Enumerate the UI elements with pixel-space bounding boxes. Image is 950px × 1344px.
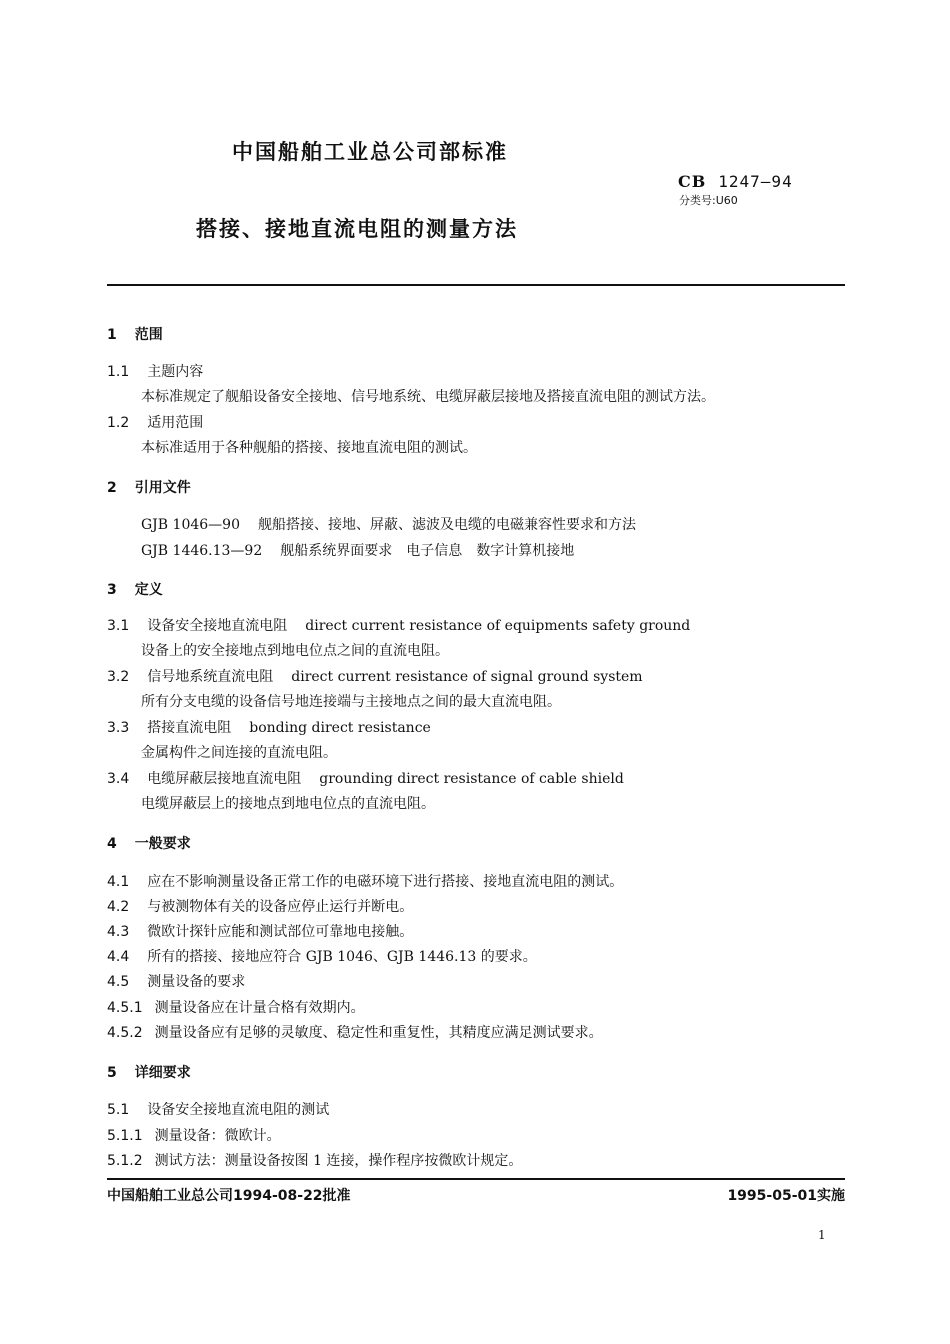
section-4-heading xyxy=(107,833,191,853)
clause-number: 3.3 xyxy=(107,720,130,736)
standard-prefix: CB xyxy=(678,172,707,191)
clause-4-2 xyxy=(107,896,413,916)
clause-3-1-body: 设备上的安全接地点到地电位点之间的直流电阻。 xyxy=(141,643,449,659)
clause-text: 应在不影响测量设备正常工作的电磁环境下进行搭接、接地直流电阻的测试。 xyxy=(147,874,624,890)
clause-number: 3.1 xyxy=(107,618,130,634)
page-number: 1 xyxy=(818,1228,826,1242)
section-title: 详细要求 xyxy=(134,1065,191,1081)
clause-title: 主题内容 xyxy=(147,364,204,380)
header-divider xyxy=(107,284,845,286)
reference-item xyxy=(141,514,636,534)
clause-number: 4.5.2 xyxy=(107,1025,143,1041)
section-title: 定义 xyxy=(134,582,163,598)
clause-4-5-1 xyxy=(107,997,365,1017)
clause-number: 4.5 xyxy=(107,974,130,990)
clause-english-term: direct current resistance of signal ground system xyxy=(291,669,643,685)
clause-text: 测量设备的要求 xyxy=(147,974,246,990)
section-number: 3 xyxy=(107,582,117,598)
clause-title: 设备安全接地直流电阻 xyxy=(147,618,288,634)
reference-title: 舰船搭接、接地、屏蔽、滤波及电缆的电磁兼容性要求和方法 xyxy=(257,517,636,533)
clause-number: 4.3 xyxy=(107,924,130,940)
section-5-heading xyxy=(107,1062,191,1082)
section-3-heading xyxy=(107,579,163,599)
clause-number: 5.1 xyxy=(107,1102,130,1118)
classification-number: 分类号:U60 xyxy=(679,194,738,207)
section-title: 引用文件 xyxy=(134,480,191,496)
clause-text: 测试方法：测量设备按图 1 连接，操作程序按微欧计规定。 xyxy=(154,1153,523,1169)
reference-code: GJB 1446.13—92 xyxy=(141,543,263,559)
clause-title: 电缆屏蔽层接地直流电阻 xyxy=(147,771,302,787)
clause-number: 4.4 xyxy=(107,949,130,965)
clause-number: 5.1.1 xyxy=(107,1128,143,1144)
clause-text: 设备安全接地直流电阻的测试 xyxy=(147,1102,330,1118)
clause-text: 测量设备：微欧计。 xyxy=(154,1128,281,1144)
clause-4-4 xyxy=(107,946,537,966)
issuer-title: 中国船舶工业总公司部标准 xyxy=(232,140,508,164)
section-number: 4 xyxy=(107,836,117,852)
clause-number: 3.2 xyxy=(107,669,130,685)
clause-number: 4.2 xyxy=(107,899,130,915)
clause-3-3-body: 金属构件之间连接的直流电阻。 xyxy=(141,745,337,761)
clause-4-1 xyxy=(107,871,623,891)
clause-4-3 xyxy=(107,921,413,941)
clause-3-3 xyxy=(107,717,431,737)
clause-number: 4.5.1 xyxy=(107,1000,143,1016)
clause-1-1-body: 本标准规定了舰船设备安全接地、信号地系统、电缆屏蔽层接地及搭接直流电阻的测试方法。 xyxy=(141,389,715,405)
clause-english-term: grounding direct resistance of cable shield xyxy=(319,771,624,787)
clause-text: 微欧计探针应能和测试部位可靠地电接触。 xyxy=(147,924,414,940)
section-number: 2 xyxy=(107,480,117,496)
clause-3-2-body: 所有分支电缆的设备信号地连接端与主接地点之间的最大直流电阻。 xyxy=(141,694,561,710)
section-number: 1 xyxy=(107,327,117,343)
clause-1-2-body: 本标准适用于各种舰船的搭接、接地直流电阻的测试。 xyxy=(141,440,477,456)
clause-text: 测量设备应在计量合格有效期内。 xyxy=(154,1000,365,1016)
clause-3-2 xyxy=(107,666,643,686)
section-title: 范围 xyxy=(134,327,163,343)
clause-title: 适用范围 xyxy=(147,415,204,431)
clause-1-1 xyxy=(107,361,203,381)
clause-3-1 xyxy=(107,615,690,635)
approval-date: 中国船舶工业总公司1994-08-22批准 xyxy=(107,1188,351,1204)
standard-number: 1247—94 xyxy=(718,172,793,191)
document-title: 搭接、接地直流电阻的测量方法 xyxy=(196,217,518,241)
reference-item xyxy=(141,540,574,560)
clause-text: 与被测物体有关的设备应停止运行并断电。 xyxy=(147,899,414,915)
clause-4-5 xyxy=(107,971,245,991)
clause-1-2 xyxy=(107,412,203,432)
footer-divider xyxy=(107,1178,845,1180)
clause-number: 1.2 xyxy=(107,415,130,431)
section-title: 一般要求 xyxy=(134,836,191,852)
clause-3-4 xyxy=(107,768,624,788)
clause-title: 搭接直流电阻 xyxy=(147,720,232,736)
clause-text: 所有的搭接、接地应符合 GJB 1046、GJB 1446.13 的要求。 xyxy=(147,949,537,965)
clause-text: 测量设备应有足够的灵敏度、稳定性和重复性，其精度应满足测试要求。 xyxy=(154,1025,603,1041)
clause-number: 3.4 xyxy=(107,771,130,787)
clause-number: 1.1 xyxy=(107,364,130,380)
clause-3-4-body: 电缆屏蔽层上的接地点到地电位点的直流电阻。 xyxy=(141,796,435,812)
reference-code: GJB 1046—90 xyxy=(141,517,240,533)
section-number: 5 xyxy=(107,1065,117,1081)
implementation-date: 1995-05-01实施 xyxy=(727,1188,845,1204)
clause-5-1-1 xyxy=(107,1125,281,1145)
clause-title: 信号地系统直流电阻 xyxy=(147,669,274,685)
reference-title: 舰船系统界面要求 电子信息 数字计算机接地 xyxy=(280,543,575,559)
standard-code xyxy=(678,172,793,191)
section-1-heading xyxy=(107,324,163,344)
section-2-heading xyxy=(107,477,191,497)
clause-number: 5.1.2 xyxy=(107,1153,143,1169)
clause-english-term: direct current resistance of equipments safety ground xyxy=(305,618,691,634)
clause-number: 4.1 xyxy=(107,874,130,890)
clause-5-1-2 xyxy=(107,1150,522,1170)
clause-english-term: bonding direct resistance xyxy=(249,720,431,736)
clause-5-1 xyxy=(107,1099,329,1119)
clause-4-5-2 xyxy=(107,1022,603,1042)
